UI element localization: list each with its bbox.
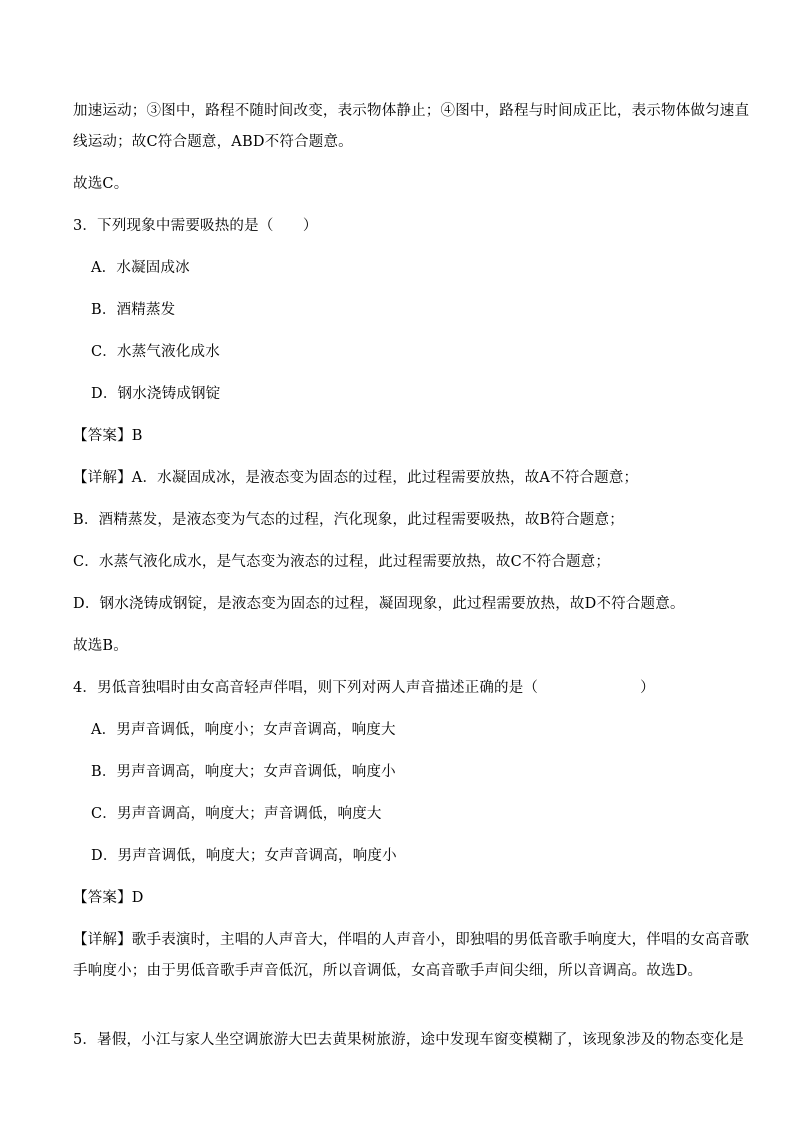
q4-option-b: B．男声音调高，响度大；女声音调低，响度小 bbox=[91, 764, 396, 780]
q4-stem-text: 4．男低音独唱时由女高音轻声伴唱，则下列对两人声音描述正确的是（ bbox=[73, 680, 539, 696]
q4-stem-close-bracket: ） bbox=[640, 680, 655, 696]
q3-explanation-line-3: C．水蒸气液化成水，是气态变为液态的过程，此过程需要放热，故C不符合题意； bbox=[73, 554, 611, 570]
q3-option-a: A．水凝固成冰 bbox=[91, 260, 190, 276]
intro-conclusion: 故选C。 bbox=[73, 176, 129, 192]
q5-stem-line-1: 5．暑假，小江与家人坐空调旅游大巴去黄果树旅游，途中发现车窗变模糊了，该现象涉及的物态变化是 bbox=[73, 1032, 744, 1048]
q3-stem: 3．下列现象中需要吸热的是（ ） bbox=[73, 218, 318, 234]
q3-explanation-line-1: 【详解】A．水凝固成冰，是液态变为固态的过程，此过程需要放热，故A不符合题意； bbox=[73, 470, 639, 486]
q4-option-a: A．男声音调低，响度小；女声音调高，响度大 bbox=[91, 722, 396, 738]
q4-answer: 【答案】D bbox=[73, 890, 144, 906]
q4-option-c: C．男声音调高，响度大；声音调低，响度大 bbox=[91, 806, 382, 822]
q4-explanation-line-2: 手响度小；由于男低音歌手声音低沉，所以音调低，女高音歌手声间尖细，所以音调高。故选D。 bbox=[73, 963, 703, 979]
q3-conclusion: 故选B。 bbox=[73, 638, 128, 654]
q4-stem bbox=[73, 679, 655, 697]
q3-explanation-line-2: B．酒精蒸发，是液态变为气态的过程，汽化现象，此过程需要吸热，故B符合题意； bbox=[73, 512, 624, 528]
q3-option-d: D．钢水浇铸成钢锭 bbox=[91, 386, 221, 402]
q3-option-b: B．酒精蒸发 bbox=[91, 302, 176, 318]
intro-line-1: 加速运动；③图中，路程不随时间改变，表示物体静止；④图中，路程与时间成正比，表示物体做匀速直 bbox=[73, 103, 750, 119]
q3-answer: 【答案】B bbox=[73, 428, 143, 444]
q3-option-c: C．水蒸气液化成水 bbox=[91, 344, 220, 360]
intro-line-2: 线运动；故C符合题意，ABD不符合题意。 bbox=[73, 134, 353, 150]
q4-explanation-line-1: 【详解】歌手表演时，主唱的人声音大，伴唱的人声音小，即独唱的男低音歌手响度大，伴唱的女高音歌 bbox=[73, 932, 750, 948]
q3-explanation-line-4: D．钢水浇铸成钢锭，是液态变为固态的过程，凝固现象，此过程需要放热，故D不符合题意。 bbox=[73, 596, 685, 612]
q4-option-d: D．男声音调低，响度大；女声音调高，响度小 bbox=[91, 848, 397, 864]
